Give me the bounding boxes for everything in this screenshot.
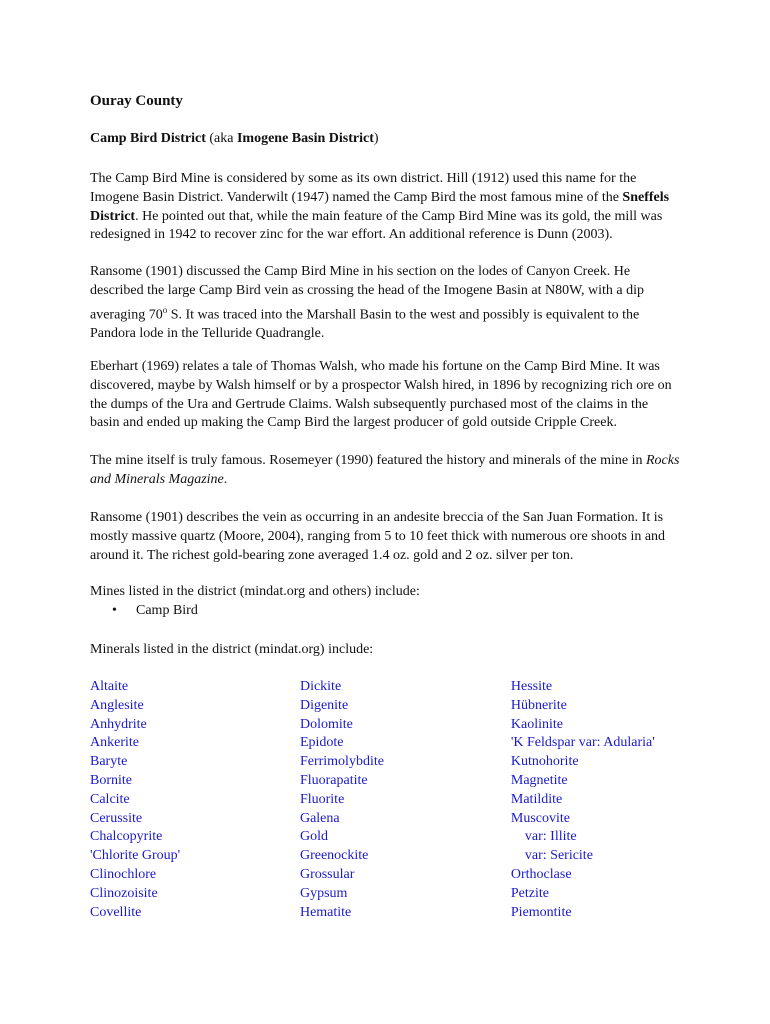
aka-district-name: Imogene Basin District [236, 131, 374, 146]
mineral-variety-link[interactable]: var: Illite [524, 829, 577, 845]
mineral-link[interactable]: Epidote [299, 735, 344, 751]
mineral-link[interactable]: Covellite [90, 904, 142, 920]
aka-suffix: ) [373, 131, 379, 146]
p1-text-a: The Camp Bird Mine is considered by some as its own district. Hill (1912) used this name for the Imogene Basin District. Vanderwilt (1947) named the Camp Bird the most famous mine of the [90, 171, 637, 205]
mineral-link[interactable]: Chalcopyrite [90, 829, 163, 845]
mineral-link[interactable]: Anglesite [90, 697, 144, 713]
mineral-link[interactable]: Hübnerite [510, 697, 567, 713]
mineral-link[interactable]: Dolomite [299, 716, 353, 732]
p1-text-b: . He pointed out that, while the main feature of the Camp Bird Mine was its gold, the mill was redesigned in 1942 to recover zinc for the war effort. An additional reference is Dunn (2003). [90, 208, 663, 243]
county-heading: Ouray County [90, 93, 183, 109]
mineral-link[interactable]: Calcite [90, 791, 130, 807]
mines-intro: Mines listed in the district (mindat.org and others) include: [90, 584, 420, 599]
mineral-link[interactable]: Ferrimolybdite [299, 754, 384, 770]
aka-prefix: (aka [205, 131, 237, 146]
mineral-link[interactable]: Hematite [299, 904, 352, 920]
paragraph-camp-bird-intro [90, 170, 680, 245]
paragraph-famous-mine [90, 452, 680, 490]
mineral-link[interactable]: Clinochlore [90, 866, 157, 882]
mineral-link[interactable]: Gypsum [299, 885, 348, 901]
p2-degree-sup: o [162, 304, 168, 315]
p2-text-a: Ransome (1901) discussed the Camp Bird Mine in his section on the lodes of Canyon Creek. He described the large Camp Bird vein as crossing the head of the Imogene Basin at N80W, with a dip averaging 70 [90, 264, 645, 323]
mineral-link[interactable]: Gold [299, 829, 328, 845]
minerals-intro: Minerals listed in the district (mindat.org) include: [90, 642, 374, 657]
minerals-column-3 [511, 678, 690, 922]
mineral-link[interactable]: Piemontite [510, 904, 572, 920]
mineral-link[interactable]: Clinozoisite [90, 885, 158, 901]
mineral-link[interactable]: Digenite [299, 697, 349, 713]
mineral-link[interactable]: Galena [299, 810, 340, 826]
mineral-link[interactable]: Grossular [299, 866, 355, 882]
mineral-link[interactable]: Fluorite [299, 791, 345, 807]
mineral-link[interactable]: 'Chlorite Group' [90, 848, 181, 864]
mineral-link[interactable]: Cerussite [90, 810, 143, 826]
minerals-column-2 [300, 678, 511, 922]
mine-item: • Camp Bird [112, 603, 198, 619]
mineral-link[interactable]: Matildite [510, 791, 563, 807]
p4-text-a: The mine itself is truly famous. Rosemeyer (1990) featured the history and minerals of the mine in [90, 453, 646, 468]
district-subheading [90, 131, 379, 147]
minerals-column-1 [90, 678, 300, 922]
paragraph-eberhart-walsh: Eberhart (1969) relates a tale of Thomas Walsh, who made his fortune on the Camp Bird Mine. It was discovered, maybe by Walsh himself or by a prospector Walsh hired, in 1896 by recognizing rich ore on the dumps of the Ura and Gertrude Claims. Walsh subsequently purchased most of the claims in the basin and ended up making the Camp Bird the largest producer of gold outside Cripple Creek. [90, 359, 672, 431]
mineral-link[interactable]: Orthoclase [510, 866, 572, 882]
mineral-link[interactable]: Greenockite [299, 848, 369, 864]
mineral-link[interactable]: Baryte [90, 754, 128, 770]
mineral-link[interactable]: Dickite [299, 679, 342, 694]
mineral-link[interactable]: Muscovite [510, 810, 570, 826]
p4-text-b: . [223, 471, 228, 487]
minerals-table [90, 678, 690, 922]
mineral-link[interactable]: Altaite [90, 679, 129, 694]
p4-magazine-title: Rocks and Minerals Magazine [90, 453, 680, 487]
p2-text-b: S. It was traced into the Marshall Basin to the west and possibly is equivalent to the Pandora lode in the Telluride Quadrangle. [90, 307, 640, 342]
mineral-link[interactable]: 'K Feldspar var: Adularia' [510, 735, 655, 751]
mineral-variety-link[interactable]: var: Sericite [524, 848, 593, 864]
mineral-link[interactable]: Magnetite [510, 772, 568, 788]
p1-bold-sneffels: Sneffels District [90, 189, 670, 224]
mineral-link[interactable]: Ankerite [90, 735, 139, 751]
mineral-link[interactable]: Fluorapatite [299, 772, 368, 788]
mineral-link[interactable]: Petzite [510, 885, 549, 901]
mineral-link[interactable]: Anhydrite [90, 716, 147, 732]
paragraph-ransome-vein [90, 263, 680, 344]
district-name: Camp Bird District [90, 131, 206, 146]
mineral-link[interactable]: Bornite [90, 772, 132, 788]
mines-list [112, 603, 198, 619]
mineral-link[interactable]: Hessite [510, 679, 553, 694]
mineral-link[interactable]: Kaolinite [510, 716, 563, 732]
paragraph-ransome-breccia: Ransome (1901) describes the vein as occurring in an andesite breccia of the San Juan Formation. It is mostly massive quartz (Moore, 2004), ranging from 5 to 10 feet thick with numerous ore shoots in and around it. The richest gold-bearing zone averaged 1.4 oz. gold and 2 oz. silver per ton. [90, 510, 666, 563]
mineral-link[interactable]: Kutnohorite [510, 754, 579, 770]
